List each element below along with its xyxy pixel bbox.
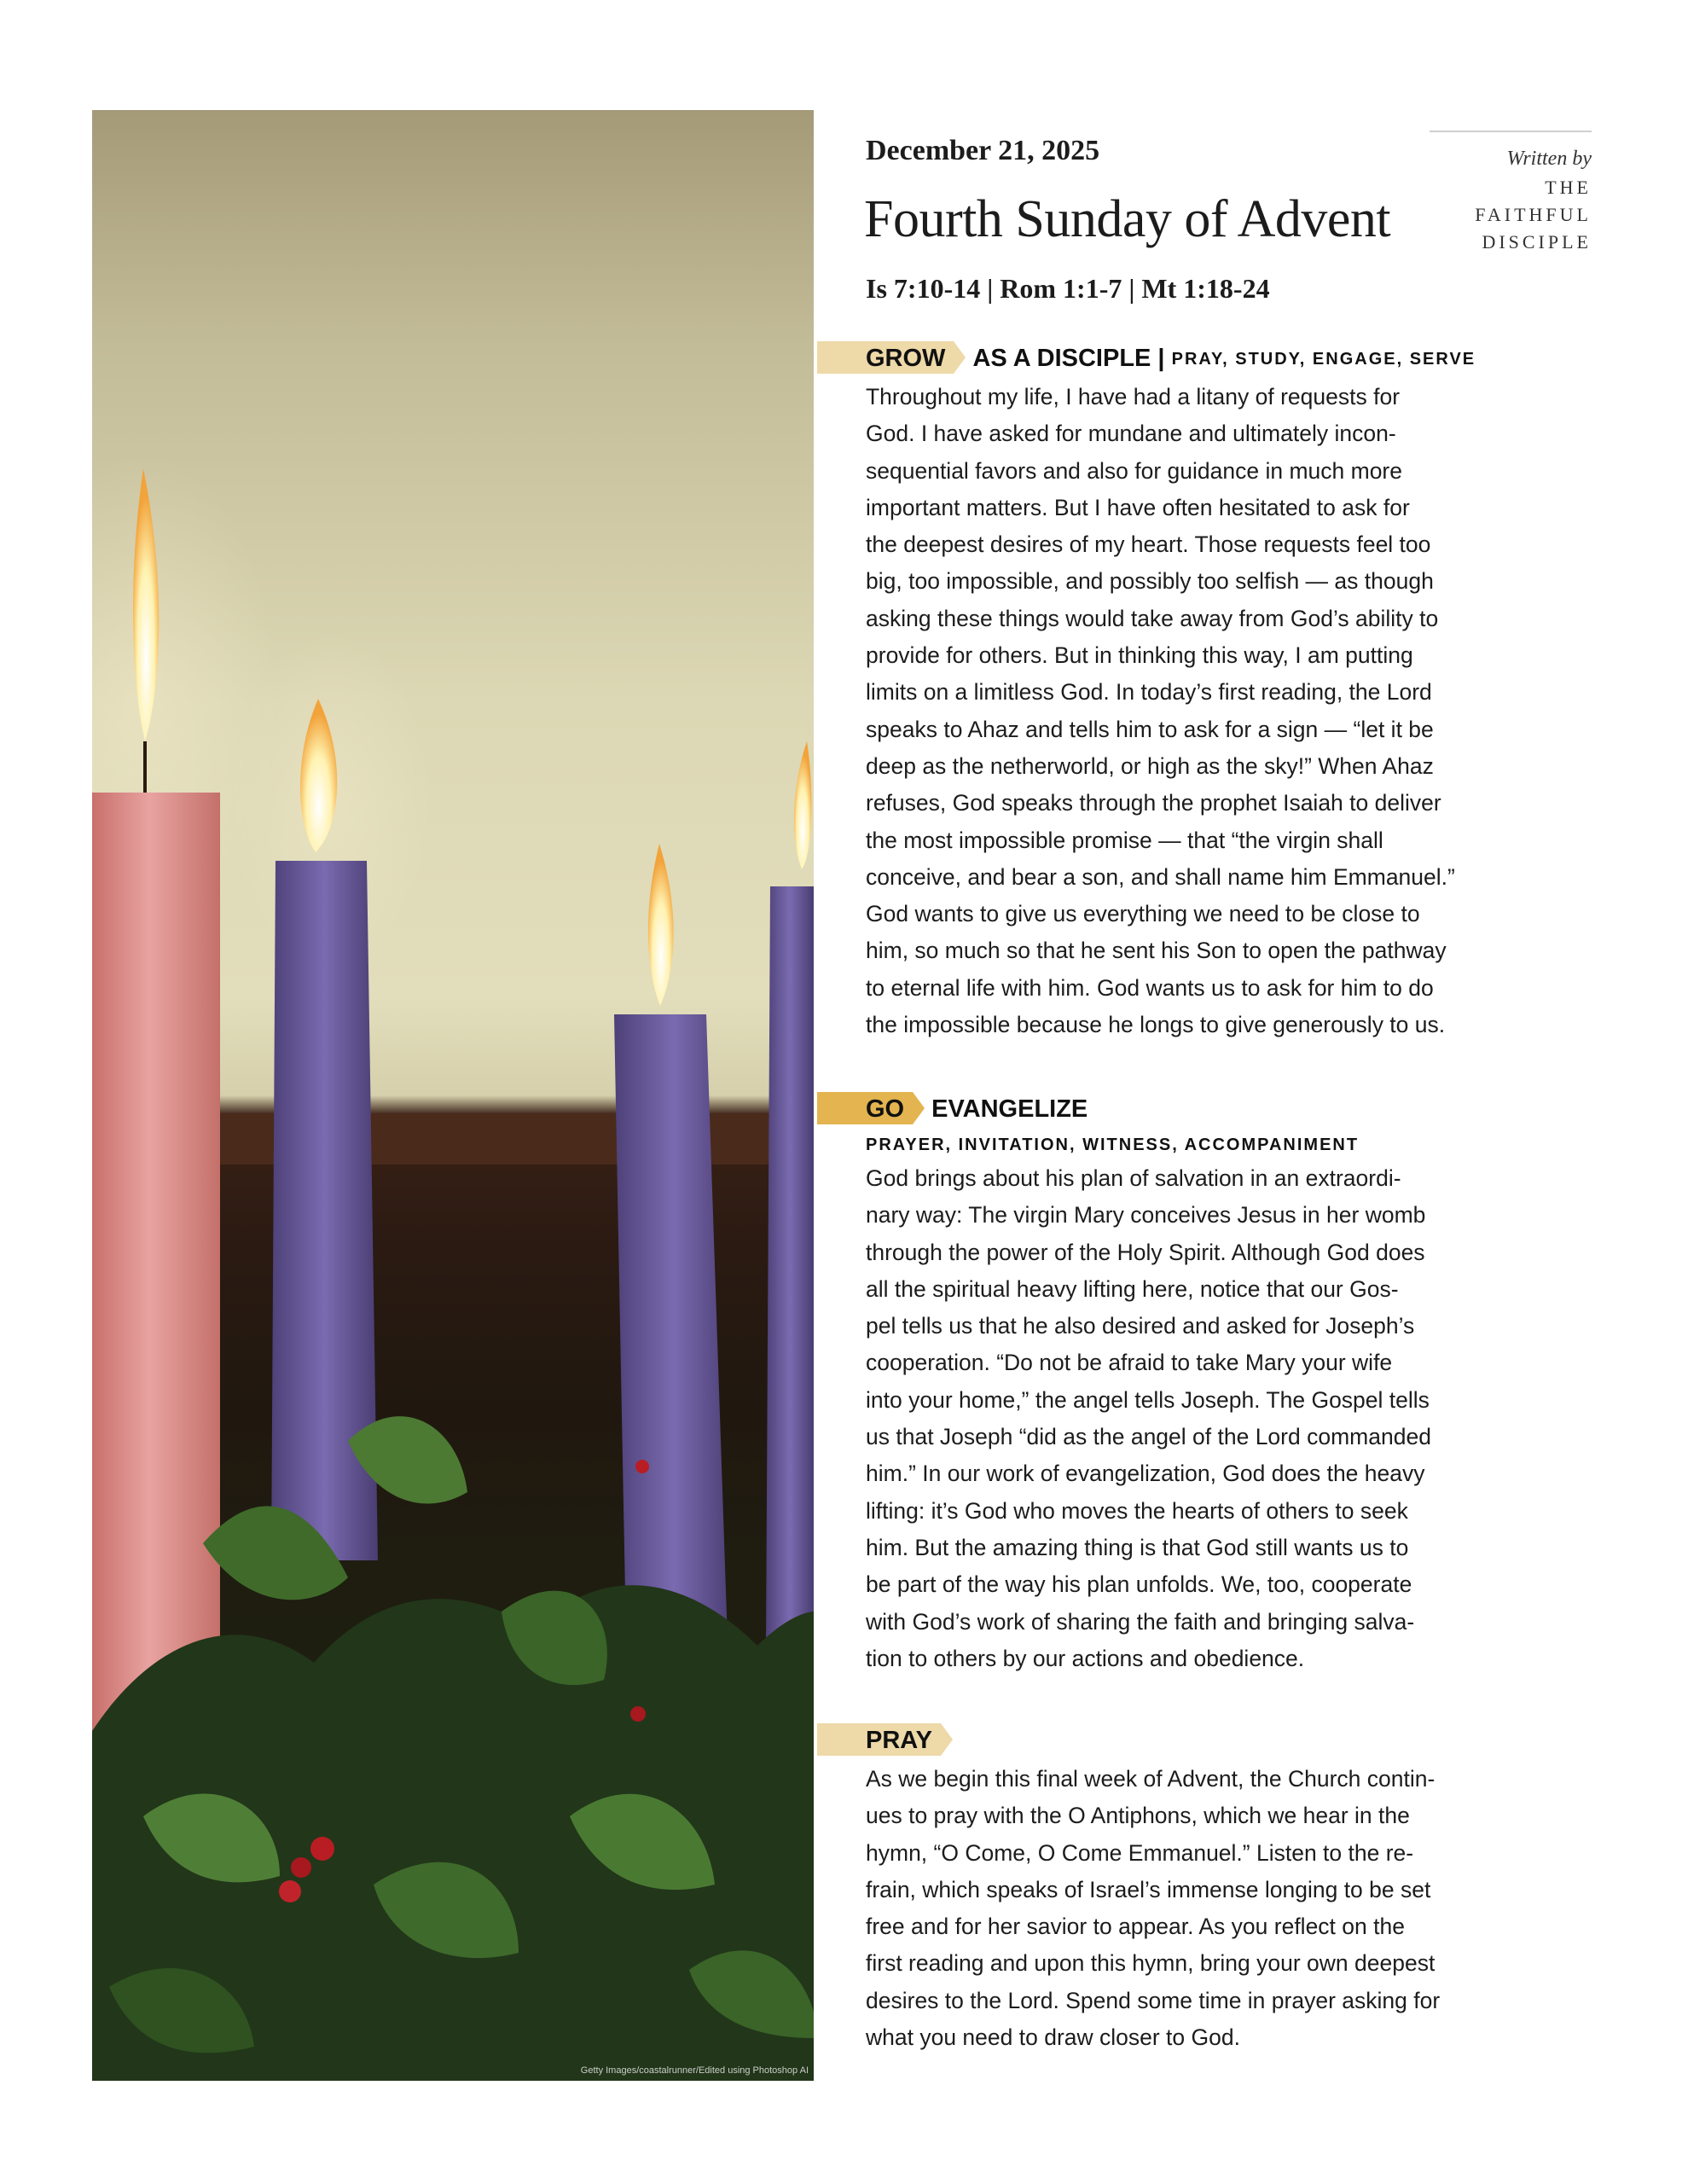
grow-line: the impossible because he longs to give generously to us. (866, 1012, 1446, 1038)
author-prefix: Written by (1506, 148, 1592, 170)
go-line: lifting: it’s God who moves the hearts of others to seek (866, 1497, 1408, 1524)
go-line: him. But the amazing thing is that God still wants us to (866, 1534, 1409, 1560)
go-subtitle: PRAYER, INVITATION, WITNESS, ACCOMPANIMENT (866, 1136, 1360, 1154)
go-line: tion to others by our actions and obedience. (866, 1645, 1305, 1671)
go-line: into your home,” the angel tells Joseph. The Gospel tells (866, 1386, 1430, 1413)
purple-candle-right (766, 886, 814, 1646)
pray-line: free and for her savior to appear. As you reflect on the (866, 1914, 1405, 1940)
author-name-line1: THE (1545, 177, 1592, 198)
go-line: him.” In our work of evangelization, God does the heavy (866, 1461, 1425, 1487)
go-line: nary way: The virgin Mary conceives Jesus in her womb (866, 1202, 1426, 1228)
grow-heading-text (972, 341, 1476, 377)
pray-line: frain, which speaks of Israel’s immense longing to be set (866, 1876, 1431, 1902)
go-line: cooperation. “Do not be afraid to take Mary your wife (866, 1350, 1393, 1376)
grow-line: to eternal life with him. God wants us to ask for him to do (866, 974, 1434, 1001)
grow-section (817, 341, 1585, 1043)
pray-line: As we begin this final week of Advent, the Church contin- (866, 1766, 1436, 1792)
grow-line: provide for others. But in thinking this way, I am putting (866, 642, 1413, 669)
grow-line: him, so much so that he sent his Son to open the pathway (866, 938, 1447, 964)
purple-candle-right-flame (794, 741, 811, 869)
purple-candle-middle-flame (648, 844, 674, 1006)
grow-tag: GROW (817, 341, 954, 374)
go-line: us that Joseph “did as the angel of the Lord commanded (866, 1424, 1431, 1450)
pray-tag: PRAY (817, 1723, 941, 1756)
go-section (817, 1092, 1585, 1677)
grow-line: God. I have asked for mundane and ultimately incon- (866, 421, 1396, 447)
advent-candles-photo (92, 110, 814, 2081)
grow-line: sequential favors and also for guidance in much more (866, 457, 1402, 484)
go-tag: GO (817, 1092, 913, 1124)
pray-body (866, 1761, 1574, 2056)
author-name-line2: FAITHFUL (1475, 204, 1592, 225)
pray-heading (817, 1723, 1585, 1761)
photo-credit: Getty Images/coastalrunner/Edited using Photoshop AI (580, 2065, 809, 2076)
grow-subtitle: PRAY, STUDY, ENGAGE, SERVE (1171, 350, 1476, 369)
go-line: God brings about his plan of salvation in an extraordi- (866, 1165, 1401, 1191)
go-line: be part of the way his plan unfolds. We, too, cooperate (866, 1571, 1412, 1598)
candles-illustration (92, 110, 814, 2081)
grow-line: the deepest desires of my heart. Those requests feel too (866, 531, 1431, 558)
go-line: through the power of the Holy Spirit. Although God does (866, 1239, 1425, 1265)
go-line: with God’s work of sharing the faith and bringing salva- (866, 1608, 1415, 1635)
scripture-readings: Is 7:10-14 | Rom 1:1-7 | Mt 1:18-24 (866, 273, 1270, 304)
author-name-line3: DISCIPLE (1482, 231, 1592, 253)
pray-section (817, 1723, 1585, 2056)
go-line: pel tells us that he also desired and asked for Joseph’s (866, 1313, 1415, 1339)
go-heading (817, 1092, 1585, 1130)
go-line: all the spiritual heavy lifting here, notice that our Gos- (866, 1275, 1399, 1302)
grow-line: the most impossible promise — that “the virgin shall (866, 827, 1383, 853)
grow-line: God wants to give us everything we need to be close to (866, 901, 1420, 927)
grow-body (866, 379, 1574, 1043)
grow-line: conceive, and bear a son, and shall name him Emmanuel.” (866, 863, 1455, 890)
pray-line: desires to the Lord. Spend some time in prayer asking for (866, 1987, 1441, 2013)
date: December 21, 2025 (866, 135, 1100, 166)
grow-line: deep as the netherworld, or high as the sky!” When Ahaz (866, 752, 1434, 779)
grow-line: speaks to Ahaz and tells him to ask for a sign — “let it be (866, 716, 1434, 742)
pray-line: first reading and upon this hymn, bring your own deepest (866, 1950, 1436, 1977)
go-heading-rest: EVANGELIZE (931, 1095, 1088, 1123)
grow-line: big, too impossible, and possibly too selfish — as though (866, 568, 1434, 595)
grow-line: asking these things would take away from God’s ability to (866, 605, 1439, 631)
grow-line: limits on a limitless God. In today’s first reading, the Lord (866, 679, 1432, 706)
page-title: Fourth Sunday of Advent (864, 190, 1391, 248)
grow-line: important matters. But I have often hesitated to ask for (866, 494, 1410, 520)
pray-line: hymn, “O Come, O Come Emmanuel.” Listen to the re- (866, 1839, 1414, 1866)
pray-line: ues to pray with the O Antiphons, which we hear in the (866, 1803, 1410, 1829)
grow-line: refuses, God speaks through the prophet Isaiah to deliver (866, 790, 1441, 816)
grow-heading (817, 341, 1585, 379)
go-body (866, 1160, 1574, 1677)
pray-line: what you need to draw closer to God. (866, 2024, 1240, 2051)
grow-line: Throughout my life, I have had a litany of requests for (866, 384, 1401, 410)
author-credit (1430, 131, 1592, 256)
grow-heading-rest: AS A DISCIPLE | (972, 345, 1165, 372)
